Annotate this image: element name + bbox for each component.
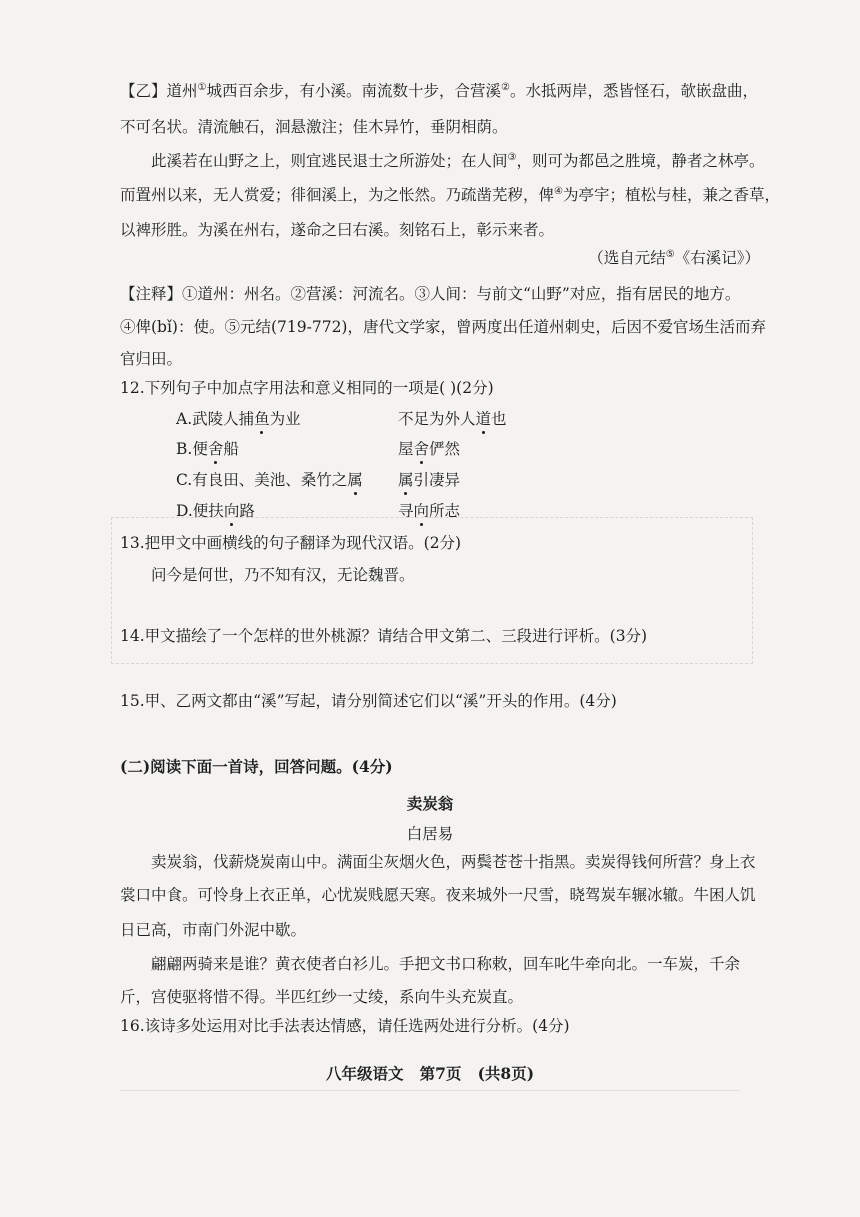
question-12-stem: 12.下列句子中加点字用法和意义相同的一项是( )(2分) xyxy=(120,379,494,397)
dotted-char: 向 xyxy=(223,502,240,520)
section-2-heading: (二)阅读下面一首诗，回答问题。(4分) xyxy=(120,757,393,776)
notes-line-2: ④俾(bǐ)：使。⑤元结(719-772)，唐代文学家，曾两度出任道州刺史，后因不爱官场生活而弃 xyxy=(120,318,766,336)
dotted-char: 道 xyxy=(475,410,492,428)
passage-yi-line-2: 不可名状。清流触石，洄悬激注；佳木异竹，垂阴相荫。 xyxy=(120,118,508,136)
passage-yi-line-3: 此溪若在山野之上，则宜逃民退士之所游处；在人间③，则可为都邑之胜境，静者之林亭。 xyxy=(151,151,765,170)
question-14-stem: 14.甲文描绘了一个怎样的世外桃源？请结合甲文第二、三段进行评析。(3分) xyxy=(120,627,648,645)
dotted-char: 鱼 xyxy=(254,410,270,428)
q12-option-a-left: A.武陵人捕鱼为业 xyxy=(176,410,301,428)
poem-title: 卖炭翁 xyxy=(406,794,454,813)
passage-yi-line-5: 以裨形胜。为溪在州右，遂命之曰右溪。刻铭石上，彰示来者。 xyxy=(120,221,555,239)
passage-yi-line-1: 【乙】道州①城西百余步，有小溪。南流数十步，合营溪②。水抵两岸，悉皆怪石，欹嵌盘曲， xyxy=(120,81,758,100)
dotted-char: 舍 xyxy=(207,440,224,458)
passage-yi-line-4: 而置州以来，无人赏爱；徘徊溪上，为之怅然。乃疏凿芜秽，俾④为亭宇；植松与桂，兼之香草， xyxy=(120,185,780,204)
poem-line-1: 卖炭翁，伐薪烧炭南山中。满面尘灰烟火色，两鬓苍苍十指黑。卖炭得钱何所营？身上衣 xyxy=(151,853,756,871)
passage-source: （选自元结⑤《右溪记》） xyxy=(588,248,760,267)
poem-line-4: 翩翩两骑来是谁？黄衣使者白衫儿。手把文书口称敕，回车叱牛牵向北。一车炭，千余 xyxy=(151,955,741,973)
poem-line-5: 斤，宫使驱将惜不得。半匹红纱一丈绫，系向牛头充炭直。 xyxy=(120,988,524,1006)
dotted-char: 属 xyxy=(398,471,414,489)
note-marker: ② xyxy=(501,81,510,93)
q12-option-d-left: D.便扶向路 xyxy=(176,502,255,520)
question-16-stem: 16.该诗多处运用对比手法表达情感，请任选两处进行分析。(4分) xyxy=(120,1017,570,1035)
dotted-char: 舍 xyxy=(413,440,430,458)
poem-line-2: 裳口中食。可怜身上衣正单，心忧炭贱愿天寒。夜来城外一尺雪，晓驾炭车辗冰辙。牛困人饥 xyxy=(120,886,756,904)
dotted-char: 属 xyxy=(347,471,363,489)
q12-option-c-right: 属引凄异 xyxy=(398,471,461,489)
page-footer: 八年级语文 第7页 (共8页) xyxy=(325,1064,535,1083)
q12-option-d-right: 寻向所志 xyxy=(398,502,461,520)
dotted-char: 向 xyxy=(413,502,430,520)
note-marker: ⑤ xyxy=(665,248,675,260)
notes-line-1: 【注释】①道州：州名。②营溪：河流名。③人间：与前文“山野”对应，指有居民的地方。 xyxy=(120,285,741,303)
poem-author: 白居易 xyxy=(406,825,454,843)
q12-option-c-left: C.有良田、美池、桑竹之属 xyxy=(176,471,363,489)
footer-rule xyxy=(120,1090,740,1091)
notes-line-3: 官归田。 xyxy=(120,350,183,368)
question-15-stem: 15.甲、乙两文都由“溪”写起，请分别简述它们以“溪”开头的作用。(4分) xyxy=(120,692,617,710)
q12-option-b-right: 屋舍俨然 xyxy=(398,440,461,458)
question-13-stem: 13.把甲文中画横线的句子翻译为现代汉语。(2分) xyxy=(120,534,462,552)
note-marker: ① xyxy=(197,81,207,93)
poem-line-3: 日已高，市南门外泥中歇。 xyxy=(120,921,307,939)
q12-option-b-left: B.便舍船 xyxy=(176,440,239,458)
question-13-sentence: 问今是何世，乃不知有汉，无论魏晋。 xyxy=(151,566,415,584)
q12-option-a-right: 不足为外人道也 xyxy=(398,410,507,428)
note-marker: ④ xyxy=(554,185,563,197)
note-marker: ③ xyxy=(507,151,517,163)
